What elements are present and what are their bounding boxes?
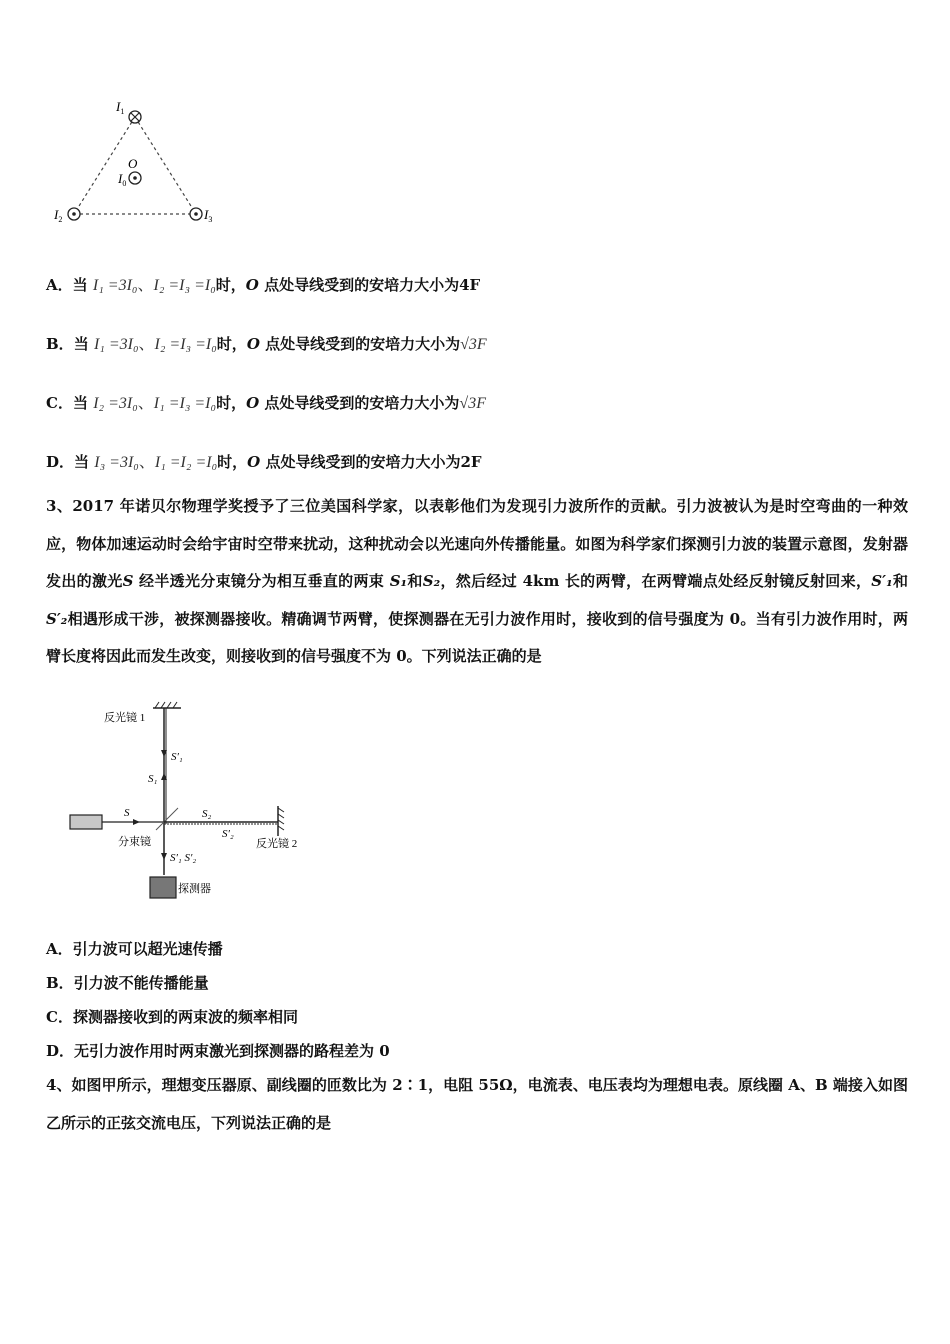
q2-option-c[interactable]: C．当 I₂ =3I₀、I₁ =I₃ =I₀时，O 点处导线受到的安培力大小为√3F: [46, 394, 486, 412]
q2-option-b[interactable]: B．当 I₁ =3I₀、I₂ =I₃ =I₀时，O 点处导线受到的安培力大小为√3F: [46, 335, 487, 353]
q2-option-d[interactable]: D．当 I₃ =3I₀、I₁ =I₂ =I₀时，O 点处导线受到的安培力大小为2F: [46, 453, 482, 471]
label-o: O: [128, 156, 138, 171]
laser-emitter: [70, 815, 102, 829]
mirror-1-icon: [153, 702, 181, 708]
wire-i2-out-of-page-icon: [68, 208, 80, 220]
label-i1: $I_1$: [116, 99, 125, 116]
q3-option-b[interactable]: B．引力波不能传播能量: [46, 974, 209, 992]
wire-i1-into-page-icon: [129, 111, 141, 123]
beam-s1-prime-label: S′₁: [171, 751, 183, 763]
beam-splitter: [156, 808, 178, 830]
q3-option-d[interactable]: D．无引力波作用时两束激光到探测器的路程差为 0: [46, 1042, 390, 1060]
beam-s-label: S: [124, 807, 130, 819]
detector-box: [150, 877, 176, 898]
beam-s2-label: S₂: [202, 808, 212, 820]
q2-option-a[interactable]: A．当 I₁ =3I₀、I₂ =I₃ =I₀时，O 点处导线受到的安培力大小为4F: [46, 276, 481, 294]
interferometer-figure: [60, 700, 330, 905]
detector-label: 探测器: [178, 883, 211, 895]
beam-s1-label: S₁: [148, 773, 158, 785]
beam-s2-prime-label: S′₂: [222, 828, 234, 840]
mirror-2-icon: [278, 806, 284, 836]
label-i2: $I_2$: [54, 207, 63, 224]
triangle-current-figure: [40, 95, 230, 235]
wire-i0-out-of-page-icon: [129, 172, 141, 184]
label-i0: $I_0$: [118, 171, 127, 188]
splitter-label: 分束镜: [118, 836, 151, 848]
label-i3: $I_3$: [204, 207, 213, 224]
q4-stem: 4、如图甲所示，理想变压器原、副线圈的匝数比为 2∶1，电阻 55Ω，电流表、电压表均为理想电表。原线圈 A、B 端接入如图乙所示的正弦交流电压，下列说法正确的是: [46, 1076, 908, 1132]
q3-option-a[interactable]: A．引力波可以超光速传播: [46, 940, 223, 958]
q3-stem: 3、2017 年诺贝尔物理学奖授予了三位美国科学家，以表彰他们为发现引力波所作的贡献。引力波被认为是时空弯曲的一种效应，物体加速运动时会给宇宙时空带来扰动，这种扰动会以光速向外传播能量。如图为科学家们探测引力波的装置示意图，发射器发出的激光S 经半透光分束镜分为相互垂直的两束 S₁和S₂，然后经过 4km 长的两臂，在两臂端点处经反射镜反射回来，S′₁和S′₂相遇形成干涉，被探测器接收。精确调节两臂，使探测器在无引力波作用时，接收到的信号强度为 0。当有引力波作用时，两臂长度将因此而发生改变，则接收到的信号强度不为 0。下列说法正确的是: [46, 497, 908, 665]
mirror-2-label: 反光镜 2: [256, 838, 298, 850]
mirror-1-label: 反光镜 1: [104, 712, 146, 724]
beam-combined-label: S′₁ S′₂: [170, 852, 197, 864]
q3-option-c[interactable]: C．探测器接收到的两束波的频率相同: [46, 1008, 298, 1026]
wire-i3-out-of-page-icon: [190, 208, 202, 220]
